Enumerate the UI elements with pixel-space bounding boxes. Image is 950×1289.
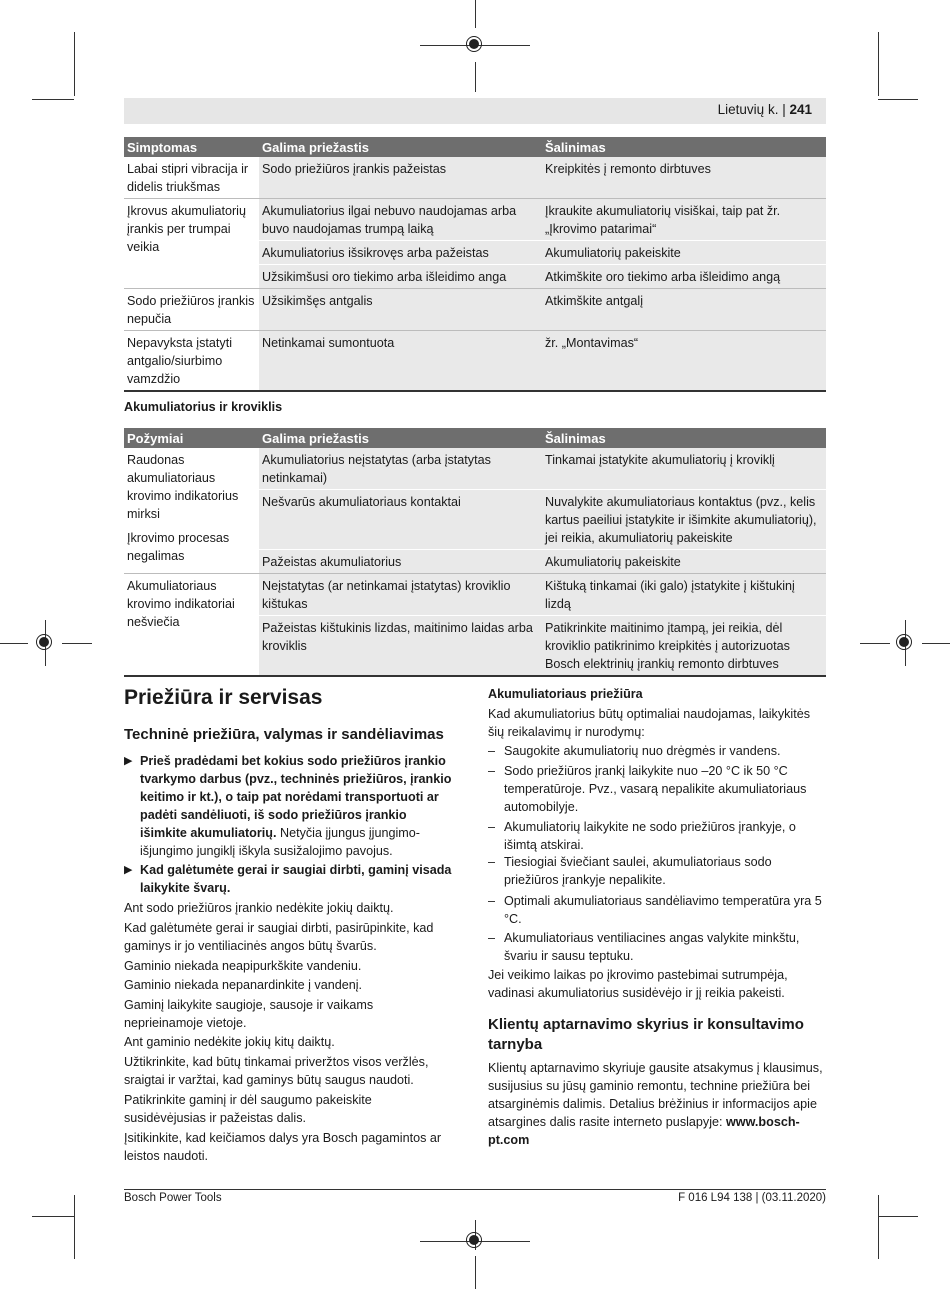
crop-mark (475, 62, 476, 92)
page-title: Priežiūra ir servisas (124, 686, 323, 709)
column-header: Galima priežastis (259, 428, 542, 448)
symptom-text: Įkrovimo procesas negalimas (127, 531, 230, 563)
table-row (124, 448, 826, 490)
dash-bullet: – (488, 764, 496, 778)
paragraph: Gaminio niekada neapipurkškite vandeniu. (124, 959, 362, 973)
cause-cell: Užsikimšusi oro tiekimo arba išleidimo anga (259, 265, 542, 289)
cause-cell: Pažeistas akumuliatorius (259, 550, 542, 574)
column-header: Šalinimas (542, 137, 826, 157)
dash-item (488, 742, 826, 760)
crop-mark (32, 99, 74, 100)
fix-cell: Atkimškite oro tiekimo arba išleidimo angą (542, 265, 826, 289)
crop-mark (878, 32, 879, 96)
symptom-cell: Nepavyksta įstatyti antgalio/siurbimo vamzdžio (124, 331, 259, 392)
symptom-text: Raudonas akumuliatoriaus krovimo indikatorius mirksi (127, 453, 239, 521)
cause-cell: Netinkamai sumontuota (259, 331, 542, 392)
dash-bullet: – (488, 820, 496, 834)
battery-charger-table (124, 428, 826, 677)
column-header: Galima priežastis (259, 137, 542, 157)
service-heading: Klientų aptarnavimo skyrius ir konsultavimo tarnyba (488, 1016, 804, 1053)
paragraph: Kad akumuliatorius būtų optimaliai naudojamas, laikykitės šių reikalavimų ir nurodymų: (488, 707, 811, 739)
bullet-bold-text: Kad galėtumėte gerai ir saugiai dirbti, gaminį visada laikykite švarų. (140, 863, 452, 895)
registration-mark-icon (466, 36, 482, 52)
crop-mark (878, 99, 918, 100)
dash-item (488, 929, 826, 965)
cause-cell: Sodo priežiūros įrankis pažeistas (259, 157, 542, 199)
dash-text: Sodo priežiūros įrankį laikykite nuo –20 °C ik 50 °C temperatūroje. Pvz., vasarą nepalikite akumuliatoriaus automobilyje. (504, 764, 807, 814)
dash-item (488, 762, 826, 816)
table-row (124, 199, 826, 241)
crop-mark (62, 643, 92, 644)
fix-cell: Patikrinkite maitinimo įtampą, jei reikia, dėl kroviklio patikrinimo kreipkitės į autorizuotas Bosch elektrinių įrankių remonto dirbtuves (542, 616, 826, 677)
table-row (124, 289, 826, 331)
column-header: Simptomas (124, 137, 259, 157)
fix-cell: Akumuliatorių pakeiskite (542, 241, 826, 265)
fix-cell: žr. „Montavimas“ (542, 331, 826, 392)
dash-text: Akumuliatorių laikykite ne sodo priežiūros įrankyje, o išimtą atskirai. (504, 820, 796, 852)
dash-item (488, 892, 826, 928)
footer-rule (124, 1189, 826, 1190)
crop-mark (475, 0, 476, 28)
page-header (124, 98, 826, 124)
crop-mark (475, 1256, 476, 1289)
service-text: Klientų aptarnavimo skyriuje gausite atsakymus į klausimus, susijusius su jūsų gaminio remontu, technine priežiūra bei atsarginėmis dalimis. Detalius brėžinius ir informacijos apie atsargines dalis rasite interneto puslapyje: (488, 1061, 823, 1129)
fix-cell: Tinkamai įstatykite akumuliatorių į kroviklį (542, 448, 826, 490)
paragraph: Jei veikimo laikas po įkrovimo pastebimai sutrumpėja, vadinasi akumuliatorius susidėvėjo ir jį reikia pakeisti. (488, 968, 788, 1000)
fix-cell: Akumuliatorių pakeiskite (542, 550, 826, 574)
cause-cell: Akumuliatorius išsikrovęs arba pažeistas (259, 241, 542, 265)
cause-cell: Neįstatytas (ar netinkamai įstatytas) kroviklio kištukas (259, 574, 542, 616)
dash-bullet: – (488, 744, 496, 758)
cause-cell: Nešvarūs akumuliatoriaus kontaktai (259, 490, 542, 550)
footer-left: Bosch Power Tools (124, 1192, 222, 1204)
fix-cell: Įkraukite akumuliatorių visiškai, taip pat žr. „Įkrovimo patarimai“ (542, 199, 826, 241)
table-header-row (124, 137, 826, 157)
fix-cell: Kreipkitės į remonto dirbtuves (542, 157, 826, 199)
table-row (124, 157, 826, 199)
crop-mark (878, 1216, 918, 1217)
dash-text: Saugokite akumuliatorių nuo drėgmės ir vandens. (504, 744, 781, 758)
section-subtitle: Techninė priežiūra, valymas ir sandėliavimas (124, 726, 444, 743)
dash-text: Optimali akumuliatoriaus sandėliavimo temperatūra yra 5 °C. (504, 894, 822, 926)
page-number: 241 (789, 102, 812, 117)
dash-bullet: – (488, 894, 496, 908)
dash-text: Akumuliatoriaus ventiliacines angas valykite minkštu, švariu ir sausu teptuku. (504, 931, 800, 963)
triangle-bullet-icon: ▶ (124, 864, 133, 876)
crop-mark (0, 643, 28, 644)
dash-bullet: – (488, 931, 496, 945)
paragraph: Ant sodo priežiūros įrankio nedėkite jokių daiktų. (124, 901, 394, 915)
triangle-bullet-icon: ▶ (124, 755, 133, 767)
fix-cell: Atkimškite antgalį (542, 289, 826, 331)
cause-cell: Pažeistas kištukinis lizdas, maitinimo laidas arba kroviklis (259, 616, 542, 677)
cause-cell: Akumuliatorius neįstatytas (arba įstatytas netinkamai) (259, 448, 542, 490)
symptom-cell: Labai stipri vibracija ir didelis triukšmas (124, 157, 259, 199)
battery-care-heading: Akumuliatoriaus priežiūra (488, 687, 643, 701)
paragraph: Įsitikinkite, kad keičiamos dalys yra Bosch pagamintos ar leistos naudoti. (124, 1131, 442, 1163)
header-language: Lietuvių k. (717, 102, 779, 117)
crop-mark (32, 1216, 74, 1217)
fix-cell: Nuvalykite akumuliatoriaus kontaktus (pvz., kelis kartus paeiliui įstatykite ir išimkite akumuliatorių), jei reikia, akumuliatorių pakeiskite (542, 490, 826, 550)
symptom-cell: Įkrovus akumuliatorių įrankis per trumpai veikia (124, 199, 259, 289)
bullet-bold-text: Prieš pradėdami bet kokius sodo priežiūros įrankio tvarkymo darbus (pvz., techninės priežiūros, įrankio keitimo ir kt.), o taip pat norėdami transportuoti ar padėti sandėliuoti, iš sodo priežiūros įrankio išimkite akumuliatorių. (140, 754, 452, 840)
column-header: Požymiai (124, 428, 259, 448)
paragraph: Kad galėtumėte gerai ir saugiai dirbti, pasirūpinkite, kad gaminys ir jo ventiliacinės angos būtų švarūs. (124, 921, 434, 953)
symptom-cell: Akumuliatoriaus krovimo indikatoriai nešviečia (124, 574, 259, 677)
crop-mark (878, 1195, 879, 1259)
table-header-row (124, 428, 826, 448)
crop-mark (74, 1195, 75, 1259)
service-link[interactable]: www.bosch-pt.com (488, 1115, 800, 1147)
cause-cell: Užsikimšęs antgalis (259, 289, 542, 331)
bullet-item (124, 861, 454, 897)
dash-item (488, 853, 826, 889)
symptom-cell: Sodo priežiūros įrankis nepučia (124, 289, 259, 331)
paragraph: Užtikrinkite, kad būtų tinkamai priveržtos visos veržlės, sraigtai ir varžtai, kad gaminys būtų saugus naudoti. (124, 1055, 429, 1087)
dash-bullet: – (488, 855, 496, 869)
dash-text: Tiesiogiai šviečiant saulei, akumuliatoriaus sodo priežiūros įrankyje nepalikite. (504, 855, 772, 887)
paragraph: Gaminį laikykite saugioje, sausoje ir vaikams neprieinamoje vietoje. (124, 998, 374, 1030)
bullet-text: Netyčia įjungus įjungimo-išjungimo jungiklį iškyla susižalojimo pavojus. (140, 826, 420, 858)
service-paragraph (488, 1059, 828, 1149)
table-row (124, 331, 826, 392)
fix-cell: Kištuką tinkamai (iki galo) įstatykite į kištukinį lizdą (542, 574, 826, 616)
registration-mark-icon (466, 1232, 482, 1248)
dash-item (488, 818, 826, 854)
registration-mark-icon (36, 634, 52, 650)
crop-mark (860, 643, 890, 644)
paragraph: Patikrinkite gaminį ir dėl saugumo pakeiskite susidėvėjusias ir pažeistas dalis. (124, 1093, 372, 1125)
symptom-cell (124, 448, 259, 574)
header-text: Lietuvių k. | 241 (717, 102, 812, 117)
cause-cell: Akumuliatorius ilgai nebuvo naudojamas arba buvo naudojamas trumpą laiką (259, 199, 542, 241)
crop-mark (74, 32, 75, 96)
registration-mark-icon (896, 634, 912, 650)
footer-right: F 016 L94 138 | (03.11.2020) (678, 1192, 826, 1204)
paragraph: Ant gaminio nedėkite jokių kitų daiktų. (124, 1035, 335, 1049)
paragraph: Gaminio niekada nepanardinkite į vandenį. (124, 978, 363, 992)
bullet-item (124, 752, 454, 860)
crop-mark (922, 643, 950, 644)
section-heading: Akumuliatorius ir kroviklis (124, 400, 283, 414)
column-header: Šalinimas (542, 428, 826, 448)
table-row (124, 574, 826, 616)
troubleshooting-table (124, 137, 826, 392)
